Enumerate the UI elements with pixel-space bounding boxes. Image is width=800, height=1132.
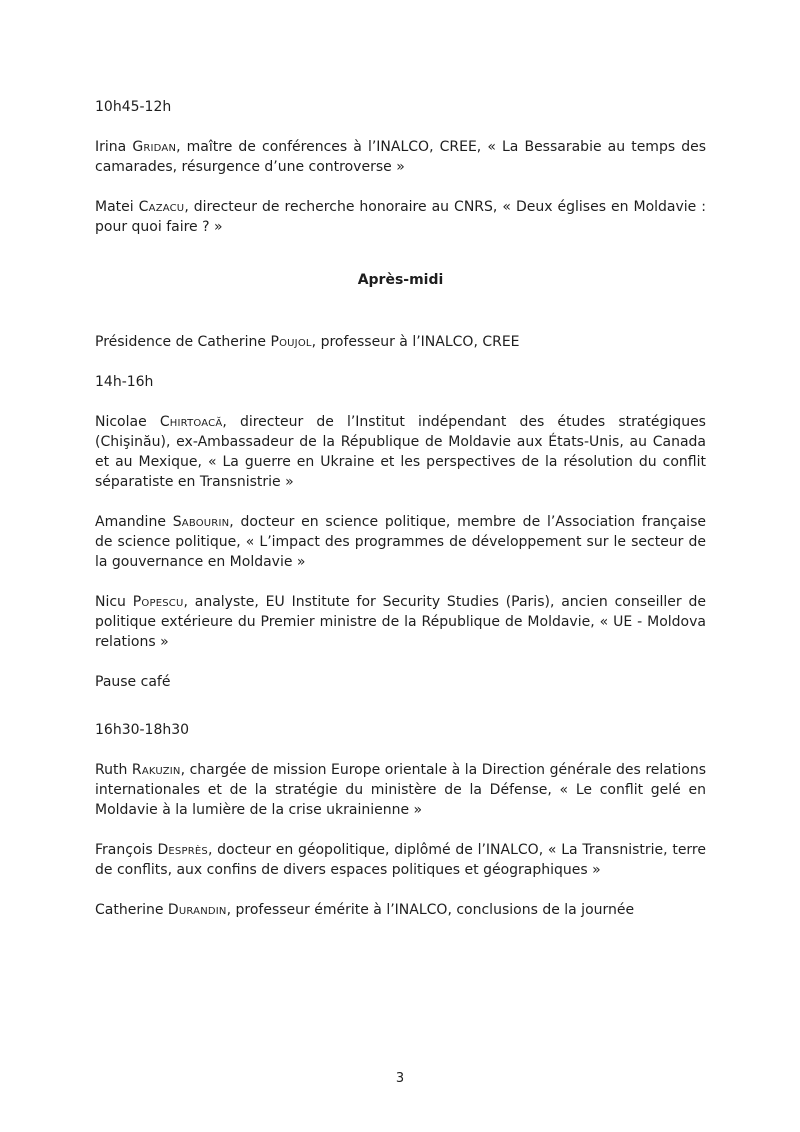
speaker-surname: Gridan xyxy=(132,139,177,155)
text-run: Nicolae xyxy=(95,414,160,430)
speaker-surname: Chirtoacă xyxy=(159,414,223,430)
time-slot: 14h-16h xyxy=(95,374,154,390)
text-run: , professeur à l’INALCO, CREE xyxy=(311,334,520,350)
text-run: , chargée de mission Europe orientale à la Direction générale des relations internationales et de la stratégie du ministère de la Défense, « Le conflit gelé en Moldavie à la lumière de la crise ukrainienne » xyxy=(95,762,706,818)
speaker-surname: Popescu xyxy=(132,594,184,610)
program-paragraph xyxy=(95,512,706,572)
section-heading: Après-midi xyxy=(357,272,444,288)
program-paragraph xyxy=(95,760,706,820)
speaker-surname: Durandin xyxy=(167,902,227,918)
text-run: Catherine xyxy=(95,902,168,918)
speaker-surname: Sabourin xyxy=(172,514,230,530)
text-run: Irina xyxy=(95,139,133,155)
speaker-surname: Desprès xyxy=(157,842,208,858)
text-run: Nicu xyxy=(95,594,133,610)
text-run: Matei xyxy=(95,199,139,215)
text-run: , directeur de l’Institut indépendant des études stratégiques (Chişinău), ex-Ambassadeur de la République de Moldavie aux États-Unis, au Canada et au Mexique, « La guerre en Ukraine et les perspectives de la résolution du conflit séparatiste en Transnistrie » xyxy=(95,414,706,490)
program-paragraph xyxy=(95,332,706,352)
speaker-surname: Rakuzin xyxy=(131,762,181,778)
speaker-surname: Poujol xyxy=(270,334,312,350)
text-run: Amandine xyxy=(95,514,173,530)
program-paragraph xyxy=(95,137,706,177)
text-run: , maître de conférences à l’INALCO, CREE, « La Bessarabie au temps des camarades, résurgence d’une controverse » xyxy=(95,139,707,175)
time-slot: 16h30-18h30 xyxy=(95,722,190,738)
text-run: , analyste, EU Institute for Security Studies (Paris), ancien conseiller de politique extérieure du Premier ministre de la République de Moldavie, « UE - Moldova relations » xyxy=(95,594,706,650)
program-paragraph xyxy=(95,197,706,237)
program-paragraph xyxy=(95,412,706,492)
text-run: , docteur en géopolitique, diplômé de l’INALCO, « La Transnistrie, terre de conflits, aux confins de divers espaces politiques et géographiques » xyxy=(95,842,706,878)
document-body xyxy=(95,97,706,940)
program-paragraph xyxy=(95,592,706,652)
text-run: François xyxy=(95,842,158,858)
text-run: , directeur de recherche honoraire au CNRS, « Deux églises en Moldavie : pour quoi faire ? » xyxy=(95,199,707,235)
break-note: Pause café xyxy=(95,674,171,690)
text-run: Présidence de Catherine xyxy=(95,334,271,350)
speaker-surname: Cazacu xyxy=(138,199,185,215)
page-number: 3 xyxy=(395,1071,405,1086)
text-run: Ruth xyxy=(95,762,132,778)
program-paragraph xyxy=(95,840,706,880)
text-run: , professeur émérite à l’INALCO, conclusions de la journée xyxy=(226,902,635,918)
time-slot: 10h45-12h xyxy=(95,99,172,115)
program-paragraph xyxy=(95,900,706,920)
text-run: , docteur en science politique, membre de l’Association française de science politique, « L’impact des programmes de développement sur le secteur de la gouvernance en Moldavie » xyxy=(95,514,706,570)
